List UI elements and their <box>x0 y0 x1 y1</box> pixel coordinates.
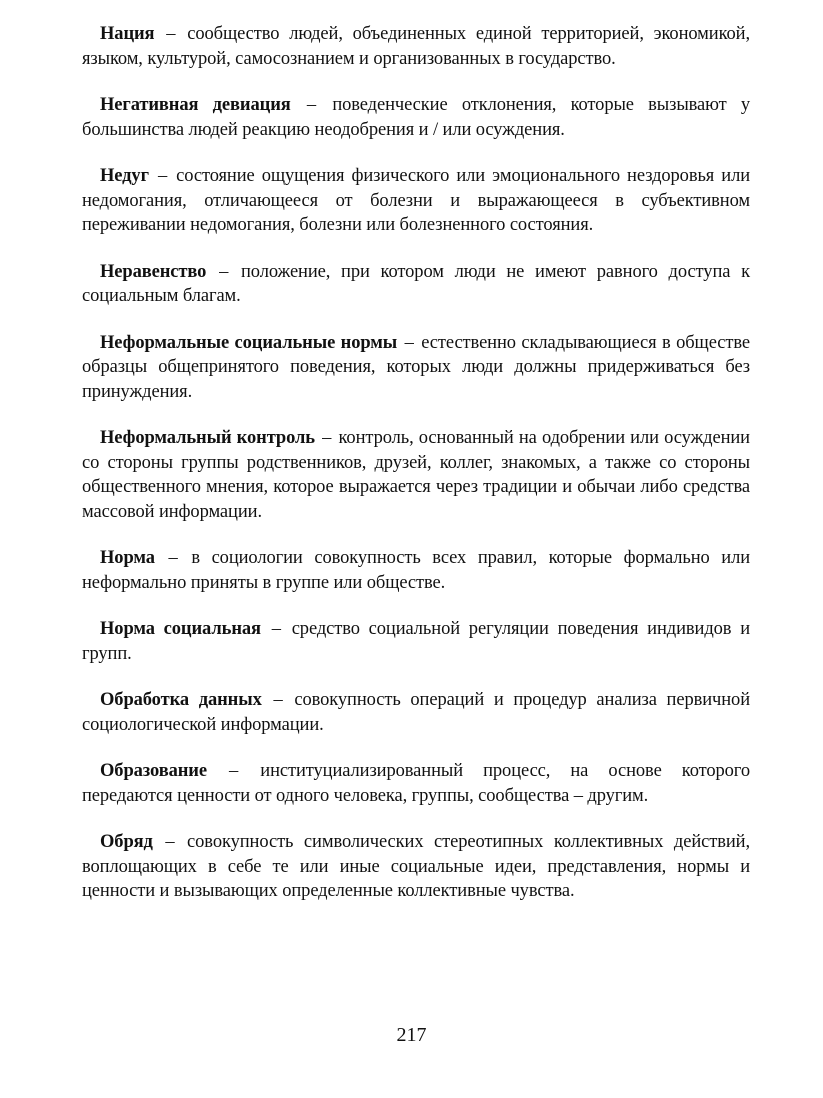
glossary-entry-negativnaya-deviatsiya <box>82 93 750 142</box>
entry-definition: состояние ощущения физического или эмоционального нездоровья или недомогания, отличающееся от болезни и выражающееся в субъективном переживании недомогания, болезни или болезненного состояния. <box>82 166 750 235</box>
glossary-entry-neformalnye-normy <box>82 331 750 405</box>
entry-term: Обработка данных <box>100 690 262 710</box>
entry-term: Образование <box>100 761 207 781</box>
entry-term: Норма социальная <box>100 619 261 639</box>
entry-definition: в социологии совокупность всех правил, которые формально или неформально приняты в группе или обществе. <box>82 548 751 593</box>
entry-definition: контроль, основанный на одобрении или осуждении со стороны группы родственников, друзей, коллег, знакомых, а также со стороны общественного мнения, которое выражается через традиции и обычаи либо средства массовой информации. <box>82 428 750 522</box>
entry-definition: поведенческие отклонения, которые вызывают у большинства людей реакцию неодобрения и / или осуждения. <box>82 95 751 140</box>
entry-term: Норма <box>100 548 155 568</box>
entry-term: Обряд <box>100 832 153 852</box>
glossary-entry-natsiya <box>82 22 750 71</box>
glossary-entry-nedug <box>82 164 750 238</box>
entry-term: Неформальные социальные нормы <box>100 332 398 353</box>
entry-separator: – <box>273 690 283 710</box>
entry-separator: – <box>322 428 332 448</box>
entry-separator: – <box>271 619 281 639</box>
glossary-entry-norma <box>82 546 750 595</box>
glossary-entry-obryad <box>82 830 750 904</box>
glossary-entry-norma-sotsialnaya <box>82 617 750 666</box>
entry-separator: – <box>165 832 175 852</box>
entry-term: Нация <box>100 24 155 44</box>
entry-term: Негативная девиация <box>100 95 291 115</box>
glossary-entries <box>82 22 750 926</box>
glossary-entry-neformalny-kontrol <box>82 426 750 524</box>
entry-definition: естественно складывающиеся в обществе образцы общепринятого поведения, которых люди должны придерживаться без принуждения. <box>82 332 751 402</box>
entry-term: Неформальный контроль <box>100 428 315 448</box>
glossary-entry-neravenstvo <box>82 260 750 309</box>
entry-definition: сообщество людей, объединенных единой территорией, экономикой, языком, культурой, самосознанием и организованных в государство. <box>82 24 751 69</box>
glossary-entry-obrabotka-dannykh <box>82 688 750 737</box>
entry-definition: положение, при котором люди не имеют равного доступа к социальным благам. <box>82 261 750 306</box>
entry-term: Неравенство <box>100 261 207 282</box>
glossary-entry-obrazovanie <box>82 759 750 808</box>
entry-definition: средство социальной регуляции поведения индивидов и групп. <box>82 619 751 664</box>
entry-definition: совокупность операций и процедур анализа первичной социологической информации. <box>82 690 751 735</box>
entry-definition: совокупность символических стереотипных коллективных действий, воплощающих в себе те или иные социальные идеи, представления, нормы и ценности и вызывающих определенные коллективные чувства. <box>82 832 751 901</box>
entry-definition: институциализированный процесс, на основе которого передаются ценности от одного человека, группы, сообщества – другим. <box>82 761 750 806</box>
entry-separator: – <box>229 761 239 781</box>
entry-separator: – <box>166 24 176 44</box>
entry-separator: – <box>168 548 178 568</box>
entry-separator: – <box>306 95 317 115</box>
entry-separator: – <box>157 166 168 186</box>
entry-separator: – <box>404 332 414 353</box>
entry-separator: – <box>219 261 229 282</box>
page-number: 217 <box>396 1024 427 1046</box>
entry-term: Недуг <box>100 166 149 186</box>
